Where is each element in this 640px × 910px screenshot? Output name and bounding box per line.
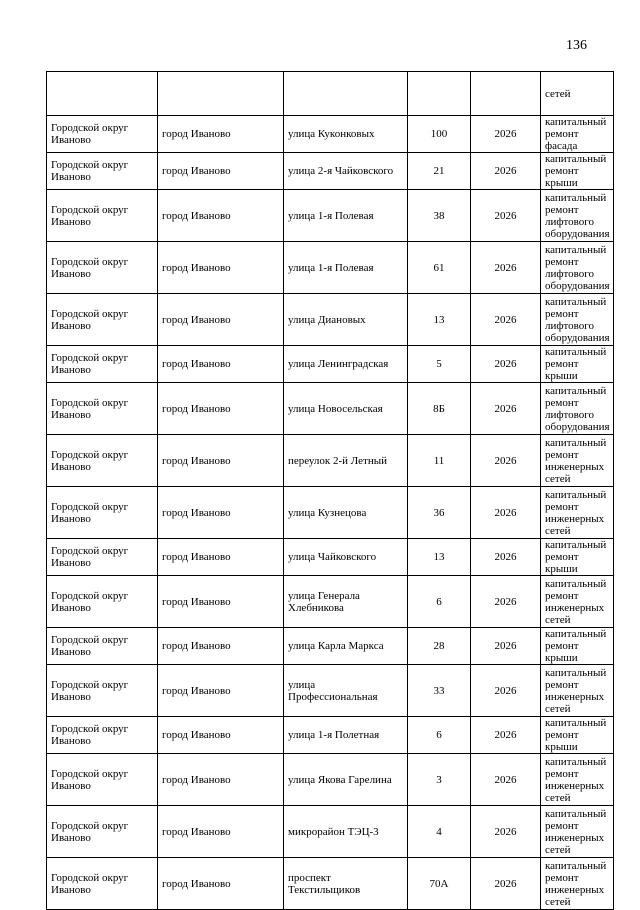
- cell-okrug: Городской округ Иваново: [47, 576, 158, 628]
- cell-okrug: Городской округ Иваново: [47, 116, 158, 153]
- cell-street: улица Профессиональная: [284, 665, 408, 717]
- cell-number: [408, 72, 471, 116]
- cell-okrug: Городской округ Иваново: [47, 242, 158, 294]
- cell-number: 8Б: [408, 383, 471, 435]
- cell-number: 38: [408, 190, 471, 242]
- cell-city: город Иваново: [158, 346, 284, 383]
- cell-city: город Иваново: [158, 487, 284, 539]
- cell-street: улица 1-я Полетная: [284, 717, 408, 754]
- cell-okrug: Городской округ Иваново: [47, 294, 158, 346]
- cell-number: 70А: [408, 858, 471, 910]
- cell-work: капитальный ремонт инженерных сетей: [541, 806, 614, 858]
- cell-street: улица Куконковых: [284, 116, 408, 153]
- cell-work: капитальный ремонт инженерных сетей: [541, 435, 614, 487]
- cell-street: улица Якова Гарелина: [284, 754, 408, 806]
- cell-year: 2026: [471, 153, 541, 190]
- table-row: [47, 665, 614, 717]
- table-row: [47, 383, 614, 435]
- cell-number: 28: [408, 628, 471, 665]
- page-number: 136: [566, 38, 587, 53]
- cell-year: 2026: [471, 806, 541, 858]
- cell-street: улица Генерала Хлебникова: [284, 576, 408, 628]
- cell-okrug: Городской округ Иваново: [47, 628, 158, 665]
- cell-work: капитальный ремонт фасада: [541, 116, 614, 153]
- cell-work: капитальный ремонт крыши: [541, 153, 614, 190]
- cell-street: улица 1-я Полевая: [284, 242, 408, 294]
- table-row: [47, 858, 614, 910]
- cell-number: 4: [408, 806, 471, 858]
- cell-year: 2026: [471, 754, 541, 806]
- cell-number: 5: [408, 346, 471, 383]
- table-row: [47, 116, 614, 153]
- cell-city: [158, 72, 284, 116]
- cell-city: город Иваново: [158, 116, 284, 153]
- cell-number: 6: [408, 717, 471, 754]
- cell-okrug: [47, 72, 158, 116]
- cell-street: улица Ленинградская: [284, 346, 408, 383]
- cell-number: 13: [408, 294, 471, 346]
- table-row: [47, 576, 614, 628]
- cell-year: 2026: [471, 576, 541, 628]
- cell-work: капитальный ремонт лифтового оборудования: [541, 294, 614, 346]
- cell-street: переулок 2-й Летный: [284, 435, 408, 487]
- cell-city: город Иваново: [158, 435, 284, 487]
- table-row: [47, 346, 614, 383]
- cell-work: капитальный ремонт инженерных сетей: [541, 754, 614, 806]
- cell-street: улица Новосельская: [284, 383, 408, 435]
- cell-work: капитальный ремонт крыши: [541, 346, 614, 383]
- cell-okrug: Городской округ Иваново: [47, 487, 158, 539]
- cell-number: 13: [408, 539, 471, 576]
- cell-work: капитальный ремонт инженерных сетей: [541, 858, 614, 910]
- cell-okrug: Городской округ Иваново: [47, 665, 158, 717]
- cell-city: город Иваново: [158, 717, 284, 754]
- cell-number: 100: [408, 116, 471, 153]
- cell-street: улица Диановых: [284, 294, 408, 346]
- cell-street: микрорайон ТЭЦ-3: [284, 806, 408, 858]
- cell-year: 2026: [471, 383, 541, 435]
- cell-number: 6: [408, 576, 471, 628]
- cell-work: капитальный ремонт инженерных сетей: [541, 576, 614, 628]
- cell-year: 2026: [471, 858, 541, 910]
- cell-year: 2026: [471, 435, 541, 487]
- table-row: [47, 806, 614, 858]
- cell-year: 2026: [471, 539, 541, 576]
- cell-street: [284, 72, 408, 116]
- cell-year: 2026: [471, 116, 541, 153]
- cell-work: капитальный ремонт крыши: [541, 539, 614, 576]
- cell-number: 61: [408, 242, 471, 294]
- cell-city: город Иваново: [158, 190, 284, 242]
- cell-work: капитальный ремонт лифтового оборудования: [541, 242, 614, 294]
- cell-number: 36: [408, 487, 471, 539]
- cell-year: 2026: [471, 294, 541, 346]
- cell-okrug: Городской округ Иваново: [47, 190, 158, 242]
- table-row: [47, 539, 614, 576]
- continuation-row: [47, 72, 614, 116]
- cell-city: город Иваново: [158, 539, 284, 576]
- cell-city: город Иваново: [158, 628, 284, 665]
- cell-year: 2026: [471, 346, 541, 383]
- cell-work: капитальный ремонт крыши: [541, 717, 614, 754]
- cell-year: 2026: [471, 717, 541, 754]
- cell-city: город Иваново: [158, 806, 284, 858]
- table-row: [47, 294, 614, 346]
- cell-okrug: Городской округ Иваново: [47, 346, 158, 383]
- cell-work: капитальный ремонт инженерных сетей: [541, 487, 614, 539]
- table-row: [47, 242, 614, 294]
- table-row: [47, 190, 614, 242]
- cell-street: улица 1-я Полевая: [284, 190, 408, 242]
- table-row: [47, 487, 614, 539]
- cell-street: улица Чайковского: [284, 539, 408, 576]
- table-row: [47, 628, 614, 665]
- cell-okrug: Городской округ Иваново: [47, 858, 158, 910]
- table-row: [47, 754, 614, 806]
- repair-schedule-table: [46, 71, 614, 910]
- cell-work: сетей: [541, 72, 614, 116]
- cell-city: город Иваново: [158, 754, 284, 806]
- cell-okrug: Городской округ Иваново: [47, 806, 158, 858]
- cell-city: город Иваново: [158, 383, 284, 435]
- cell-street: улица 2-я Чайковского: [284, 153, 408, 190]
- cell-city: город Иваново: [158, 242, 284, 294]
- table-row: [47, 435, 614, 487]
- cell-okrug: Городской округ Иваново: [47, 435, 158, 487]
- cell-street: улица Кузнецова: [284, 487, 408, 539]
- table-row: [47, 153, 614, 190]
- cell-number: 3: [408, 754, 471, 806]
- cell-year: 2026: [471, 242, 541, 294]
- table-row: [47, 717, 614, 754]
- cell-number: 11: [408, 435, 471, 487]
- cell-year: 2026: [471, 628, 541, 665]
- cell-okrug: Городской округ Иваново: [47, 383, 158, 435]
- cell-street: улица Карла Маркса: [284, 628, 408, 665]
- cell-city: город Иваново: [158, 153, 284, 190]
- cell-year: 2026: [471, 665, 541, 717]
- cell-okrug: Городской округ Иваново: [47, 754, 158, 806]
- cell-okrug: Городской округ Иваново: [47, 153, 158, 190]
- cell-work: капитальный ремонт лифтового оборудования: [541, 383, 614, 435]
- cell-street: проспект Текстильщиков: [284, 858, 408, 910]
- cell-year: 2026: [471, 487, 541, 539]
- cell-work: капитальный ремонт инженерных сетей: [541, 665, 614, 717]
- cell-year: 2026: [471, 190, 541, 242]
- cell-city: город Иваново: [158, 665, 284, 717]
- cell-year: [471, 72, 541, 116]
- cell-city: город Иваново: [158, 294, 284, 346]
- cell-number: 21: [408, 153, 471, 190]
- cell-city: город Иваново: [158, 858, 284, 910]
- cell-okrug: Городской округ Иваново: [47, 539, 158, 576]
- cell-work: капитальный ремонт крыши: [541, 628, 614, 665]
- cell-okrug: Городской округ Иваново: [47, 717, 158, 754]
- cell-work: капитальный ремонт лифтового оборудования: [541, 190, 614, 242]
- cell-city: город Иваново: [158, 576, 284, 628]
- cell-number: 33: [408, 665, 471, 717]
